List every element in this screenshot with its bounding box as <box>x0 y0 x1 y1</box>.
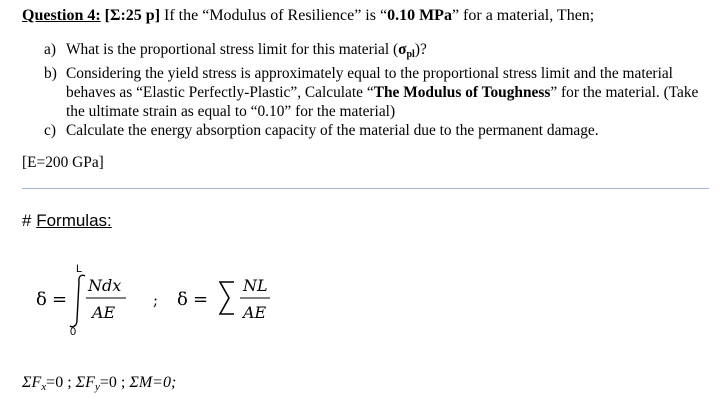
sigma-symbol: σ <box>398 41 407 58</box>
sum-fx: ΣF <box>22 374 42 391</box>
question-line <box>22 7 594 25</box>
sum-numerator: NL <box>243 276 268 295</box>
zero-1: =0 <box>46 374 64 391</box>
delta-symbol-2: δ <box>177 289 188 310</box>
integral-numerator: Ndx <box>88 276 122 295</box>
sub-y: y <box>94 381 100 393</box>
integral-lower-limit: 0 <box>70 326 77 338</box>
sum-denominator: AE <box>243 303 267 322</box>
question-intro-suffix: ” for a material, Then; <box>451 7 595 24</box>
summation-sign <box>220 282 234 314</box>
formulas-heading <box>22 211 112 231</box>
sum-m: ΣM=0; <box>129 374 177 391</box>
item-b <box>44 64 714 121</box>
given-modulus: [E=200 GPa] <box>22 154 104 171</box>
equals-sign-2: = <box>193 289 209 310</box>
modulus-of-toughness: The Modulus of Toughness <box>373 84 551 101</box>
sub-x: x <box>41 381 47 393</box>
integral-denominator: AE <box>92 303 116 322</box>
sum-fy: ΣF <box>75 374 95 391</box>
integral-sign <box>70 275 85 327</box>
divider-line <box>22 188 709 189</box>
delta-symbol-1: δ <box>36 289 47 310</box>
item-a-text-suffix: )? <box>414 41 427 58</box>
semi-1: ; <box>63 374 76 391</box>
item-b-label: b) <box>44 65 57 82</box>
integral-upper-limit: L <box>76 263 83 275</box>
hash-symbol: # <box>22 211 37 230</box>
zero-2: =0 <box>99 374 117 391</box>
equals-sign-1: = <box>52 289 68 310</box>
question-points: [Σ:25 p] <box>104 7 161 24</box>
sigma-subscript: pl <box>406 49 415 60</box>
formulas-label: Formulas: <box>36 211 112 230</box>
item-c-label: c) <box>44 122 56 139</box>
formula-block <box>22 258 322 340</box>
item-c-text: Calculate the energy absorption capacity of the material due to the permanent damage. <box>66 122 599 139</box>
resilience-value: 0.10 MPa <box>387 7 452 24</box>
question-intro-prefix: If the “Modulus of Resilience” is “ <box>160 7 388 24</box>
item-a <box>44 40 714 64</box>
semi-2: ; <box>116 374 130 391</box>
item-c <box>44 121 714 140</box>
formula-separator: ; <box>153 291 159 309</box>
equilibrium-equations <box>22 374 176 393</box>
item-a-text-prefix: What is the proportional stress limit for this material ( <box>66 41 399 58</box>
item-b-text-suffix: ” for the material. (Take the ultimate strain as equal to “0.10” for the material) <box>66 84 699 120</box>
item-a-label: a) <box>44 41 56 58</box>
question-items <box>44 40 714 140</box>
question-heading: Question 4: <box>22 7 101 24</box>
item-b-text-prefix: Considering the yield stress is approximately equal to the proportional stress limit and the material behaves as “Elastic Perfectly-Plastic”, Calculate “ <box>66 65 673 101</box>
